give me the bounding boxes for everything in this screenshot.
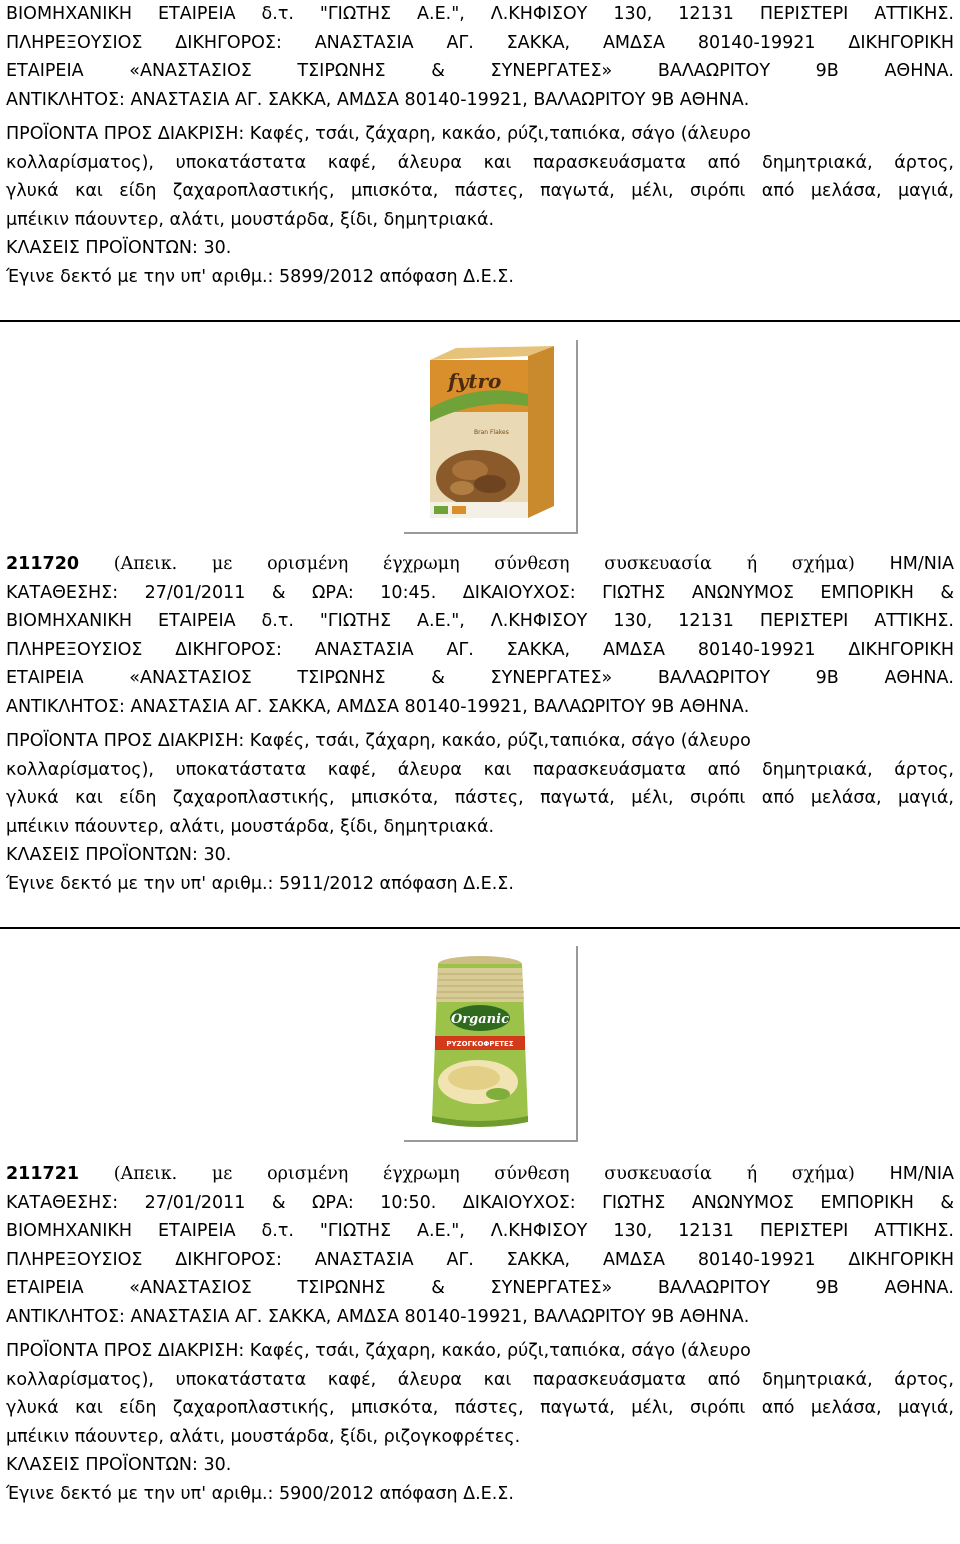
record-line: ΑΝΤΙΚΛΗΤΟΣ: ΑΝΑΣΤΑΣΙΑ ΑΓ. ΣΑΚΚΑ, ΑΜΔΣΑ 80140-19921, ΒΑΛΑΩΡΙΤΟΥ 9Β ΑΘΗΝΑ. <box>6 89 750 110</box>
record-line: Έγινε δεκτό με την υπ' αριθμ.: 5899/2012 απόφαση Δ.Ε.Σ. <box>6 266 514 287</box>
record-heading <box>6 550 954 579</box>
record-line: ΒΙΟΜΗΧΑΝΙΚΗ ΕΤΑΙΡΕΙΑ δ.τ. "ΓΙΩΤΗΣ Α.Ε.", Λ.ΚΗΦΙΣΟΥ 130, 12131 ΠΕΡΙΣΤΕΡΙ ΑΤΤΙΚΗΣ. <box>6 4 954 24</box>
image-border <box>576 340 578 534</box>
record-line: μπέικιν πάουντερ, αλάτι, μουστάρδα, ξίδι, δημητριακά. <box>6 209 495 230</box>
record-211721 <box>6 1160 954 1508</box>
mark-small-text: ΡΥΖΟΓΚΟΦΡΕΤΕΣ <box>446 1040 514 1048</box>
record-line: κολλαρίσματος), υποκατάστατα καφέ, άλευρα και παρασκευάσματα από δημητριακά, άρτος, <box>6 759 954 780</box>
record-line: ΠΡΟΪΟΝΤΑ ΠΡΟΣ ΔΙΑΚΡΙΣΗ: Καφές, τσάι, ζάχαρη, κακάο, ρύζι,ταπιόκα, σάγο (άλευρο <box>6 124 751 144</box>
image-border <box>404 1140 578 1142</box>
application-number: 211721 <box>6 1164 80 1184</box>
record-line: γλυκά και είδη ζαχαροπλαστικής, μπισκότα, πάστες, παγωτά, μέλι, σιρόπι από μελάσα, μαγιά, <box>6 1398 954 1418</box>
cereal-box-illustration <box>378 338 582 534</box>
record-line: ΚΛΑΣΕΙΣ ΠΡΟΪΟΝΤΩΝ: 30. <box>6 1455 232 1475</box>
rice-cakes-illustration <box>378 944 582 1142</box>
record-line: ΑΝΤΙΚΛΗΤΟΣ: ΑΝΑΣΤΑΣΙΑ ΑΓ. ΣΑΚΚΑ, ΑΜΔΣΑ 80140-19921, ΒΑΛΑΩΡΙΤΟΥ 9Β ΑΘΗΝΑ. <box>6 1306 750 1327</box>
date-label: ΗΜ/ΝΙΑ <box>889 554 954 574</box>
record-top <box>6 0 954 291</box>
box-side <box>528 346 554 518</box>
record-line: κολλαρίσματος), υποκατάστατα καφέ, άλευρα και παρασκευάσματα από δημητριακά, άρτος, <box>6 1369 954 1390</box>
record-line: ΠΛΗΡΕΞΟΥΣΙΟΣ ΔΙΚΗΓΟΡΟΣ: ΑΝΑΣΤΑΣΙΑ ΑΓ. ΣΑΚΚΑ, ΑΜΔΣΑ 80140-19921 ΔΙΚΗΓΟΡΙΚΗ <box>6 1249 954 1270</box>
record-line: γλυκά και είδη ζαχαροπλαστικής, μπισκότα, πάστες, παγωτά, μέλι, σιρόπι από μελάσα, μαγιά, <box>6 181 954 201</box>
separator-rule <box>0 320 960 322</box>
record-line: ΚΛΑΣΕΙΣ ΠΡΟΪΟΝΤΩΝ: 30. <box>6 845 232 865</box>
record-line: ΕΤΑΙΡΕΙΑ «ΑΝΑΣΤΑΣΙΟΣ ΤΣΙΡΩΝΗΣ & ΣΥΝΕΡΓΑΤΕΣ» ΒΑΛΑΩΡΙΤΟΥ 9Β ΑΘΗΝΑ. <box>6 61 954 81</box>
mark-logo-text: fytro <box>448 369 502 393</box>
record-line: Έγινε δεκτό με την υπ' αριθμ.: 5911/2012 απόφαση Δ.Ε.Σ. <box>6 873 514 894</box>
mark-small-text: Bran Flakes <box>474 429 509 436</box>
trademark-image-211721 <box>378 944 582 1142</box>
record-line: ΕΤΑΙΡΕΙΑ «ΑΝΑΣΤΑΣΙΟΣ ΤΣΙΡΩΝΗΣ & ΣΥΝΕΡΓΑΤΕΣ» ΒΑΛΑΩΡΙΤΟΥ 9Β ΑΘΗΝΑ. <box>6 668 954 688</box>
record-line: ΚΑΤΑΘΕΣΗΣ: 27/01/2011 & ΩΡΑ: 10:50. ΔΙΚΑΙΟΥΧΟΣ: ΓΙΩΤΗΣ ΑΝΩΝΥΜΟΣ ΕΜΠΟΡΙΚΗ & <box>6 1192 954 1213</box>
record-line: ΚΑΤΑΘΕΣΗΣ: 27/01/2011 & ΩΡΑ: 10:45. ΔΙΚΑΙΟΥΧΟΣ: ΓΙΩΤΗΣ ΑΝΩΝΥΜΟΣ ΕΜΠΟΡΙΚΗ & <box>6 582 954 603</box>
record-line: Έγινε δεκτό με την υπ' αριθμ.: 5900/2012 απόφαση Δ.Ε.Σ. <box>6 1483 514 1504</box>
application-number: 211720 <box>6 554 80 574</box>
record-line: ΑΝΤΙΚΛΗΤΟΣ: ΑΝΑΣΤΑΣΙΑ ΑΓ. ΣΑΚΚΑ, ΑΜΔΣΑ 80140-19921, ΒΑΛΑΩΡΙΤΟΥ 9Β ΑΘΗΝΑ. <box>6 696 750 717</box>
record-line: ΕΤΑΙΡΕΙΑ «ΑΝΑΣΤΑΣΙΟΣ ΤΣΙΡΩΝΗΣ & ΣΥΝΕΡΓΑΤΕΣ» ΒΑΛΑΩΡΙΤΟΥ 9Β ΑΘΗΝΑ. <box>6 1278 954 1298</box>
date-label: ΗΜ/ΝΙΑ <box>889 1164 954 1184</box>
mark-logo-text: Organic <box>451 1012 509 1027</box>
image-note: (Απεικ. με ορισμένη έγχρωμη σύνθεση συσκευασία ή σχήμα) <box>113 554 855 574</box>
record-line: ΠΡΟΪΟΝΤΑ ΠΡΟΣ ΔΙΑΚΡΙΣΗ: Καφές, τσάι, ζάχαρη, κακάο, ρύζι,ταπιόκα, σάγο (άλευρο <box>6 1341 751 1361</box>
record-line: μπέικιν πάουντερ, αλάτι, μουστάρδα, ξίδι, ριζογκοφρέτες. <box>6 1426 521 1447</box>
record-line: γλυκά και είδη ζαχαροπλαστικής, μπισκότα, πάστες, παγωτά, μέλι, σιρόπι από μελάσα, μαγιά, <box>6 788 954 808</box>
record-line: ΒΙΟΜΗΧΑΝΙΚΗ ΕΤΑΙΡΕΙΑ δ.τ. "ΓΙΩΤΗΣ Α.Ε.", Λ.ΚΗΦΙΣΟΥ 130, 12131 ΠΕΡΙΣΤΕΡΙ ΑΤΤΙΚΗΣ. <box>6 1221 954 1241</box>
record-line: μπέικιν πάουντερ, αλάτι, μουστάρδα, ξίδι, δημητριακά. <box>6 816 495 837</box>
record-line: ΠΛΗΡΕΞΟΥΣΙΟΣ ΔΙΚΗΓΟΡΟΣ: ΑΝΑΣΤΑΣΙΑ ΑΓ. ΣΑΚΚΑ, ΑΜΔΣΑ 80140-19921 ΔΙΚΗΓΟΡΙΚΗ <box>6 639 954 660</box>
image-note: (Απεικ. με ορισμένη έγχρωμη σύνθεση συσκευασία ή σχήμα) <box>113 1164 855 1184</box>
record-line: κολλαρίσματος), υποκατάστατα καφέ, άλευρα και παρασκευάσματα από δημητριακά, άρτος, <box>6 152 954 173</box>
record-heading <box>6 1160 954 1189</box>
record-line: ΒΙΟΜΗΧΑΝΙΚΗ ΕΤΑΙΡΕΙΑ δ.τ. "ΓΙΩΤΗΣ Α.Ε.", Λ.ΚΗΦΙΣΟΥ 130, 12131 ΠΕΡΙΣΤΕΡΙ ΑΤΤΙΚΗΣ. <box>6 611 954 631</box>
image-border <box>576 946 578 1142</box>
record-line: ΠΡΟΪΟΝΤΑ ΠΡΟΣ ΔΙΑΚΡΙΣΗ: Καφές, τσάι, ζάχαρη, κακάο, ρύζι,ταπιόκα, σάγο (άλευρο <box>6 731 751 751</box>
record-line: ΚΛΑΣΕΙΣ ΠΡΟΪΟΝΤΩΝ: 30. <box>6 238 232 258</box>
record-line: ΠΛΗΡΕΞΟΥΣΙΟΣ ΔΙΚΗΓΟΡΟΣ: ΑΝΑΣΤΑΣΙΑ ΑΓ. ΣΑΚΚΑ, ΑΜΔΣΑ 80140-19921 ΔΙΚΗΓΟΡΙΚΗ <box>6 32 954 53</box>
record-211720 <box>6 550 954 898</box>
trademark-image-211720 <box>378 338 582 534</box>
separator-rule <box>0 927 960 929</box>
image-border <box>404 532 578 534</box>
